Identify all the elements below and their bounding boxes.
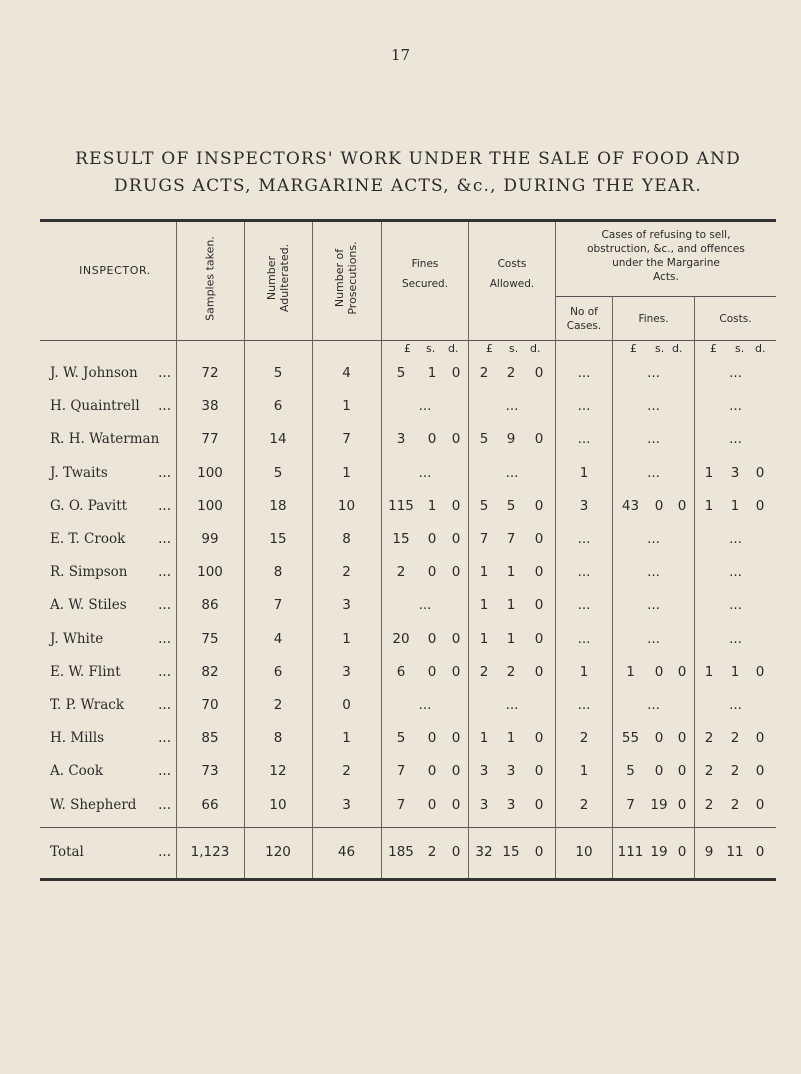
prosecutions-cell: 46: [337, 844, 356, 860]
fines-shillings-cell: 0: [427, 796, 437, 813]
cases-cell: ...: [577, 597, 591, 614]
costs-pence-cell: 0: [534, 663, 544, 680]
margarine-costs-pounds-cell: 2: [704, 796, 714, 813]
margarine-costs-shillings-cell: 11: [726, 844, 744, 860]
adulterated-cell: 12: [269, 763, 287, 780]
fines-empty-cell: ...: [418, 398, 432, 415]
leader-dots: ...: [158, 796, 171, 813]
margarine-fines-empty-cell: ...: [647, 597, 660, 614]
margarine-fines-shillings-cell: 19: [650, 844, 668, 860]
inspector-name-cell: [50, 498, 175, 514]
margarine-costs-pence-cell: 0: [755, 497, 765, 514]
costs-pounds-cell: 1: [479, 564, 489, 581]
inspector-name: Total: [50, 844, 84, 860]
samples-cell: 100: [197, 564, 223, 581]
leader-dots: ...: [158, 398, 171, 415]
fines-pounds-cell: 7: [396, 763, 406, 780]
inspector-name-cell: [50, 431, 175, 447]
header-margarine-line-1: Cases of refusing to sell,: [601, 229, 731, 241]
table-row: [0, 697, 801, 717]
inspector-name: W. Shepherd: [50, 796, 137, 813]
costs-pounds-cell: 1: [479, 730, 489, 747]
costs-empty-cell: ...: [505, 398, 519, 415]
costs-shillings-cell: 2: [506, 663, 516, 680]
costs-shillings-cell: 1: [506, 730, 516, 747]
costs-pence-unit: d.: [530, 342, 541, 355]
margarine-fines-pence-cell: 0: [677, 663, 687, 680]
fines-shillings-cell: 0: [427, 431, 437, 448]
prosecutions-cell: 1: [342, 730, 351, 747]
samples-cell: 73: [201, 763, 219, 780]
table-row: [0, 664, 801, 684]
adulterated-cell: 5: [273, 365, 283, 381]
margarine-costs-empty-cell: ...: [729, 398, 742, 415]
samples-cell: 100: [197, 497, 223, 514]
costs-pounds-cell: 5: [479, 497, 489, 514]
margarine-costs-empty-cell: ...: [729, 365, 742, 381]
header-no-of-cases: [556, 305, 612, 333]
margarine-costs-shillings-cell: 2: [730, 763, 740, 780]
cases-cell: 10: [575, 844, 593, 860]
leader-dots: ...: [158, 630, 171, 647]
margarine-fines-empty-cell: ...: [647, 365, 660, 381]
margarine-fines-pounds-cell: 43: [621, 497, 640, 514]
inspector-name-cell: [50, 697, 175, 713]
inspector-name: A. W. Stiles: [50, 597, 127, 614]
prosecutions-cell: 3: [342, 796, 351, 813]
header-no-cases-line-1: No of: [570, 306, 598, 318]
leader-dots: ...: [158, 844, 171, 860]
margarine-costs-pence-cell: 0: [755, 663, 765, 680]
cases-cell: 3: [579, 497, 589, 514]
inspector-name-cell: [50, 597, 175, 613]
costs-pence-cell: 0: [534, 431, 544, 448]
samples-cell: 99: [201, 531, 219, 547]
prosecutions-cell: 3: [342, 663, 351, 680]
inspector-name: T. P. Wrack: [50, 697, 125, 713]
header-inspector: INSPECTOR.: [79, 264, 151, 277]
margarine-fines-empty-cell: ...: [647, 531, 660, 547]
margarine-costs-pence-cell: 0: [755, 844, 765, 860]
margarine-fines-shillings-cell: 0: [654, 763, 664, 780]
fines-pence-cell: 0: [451, 796, 461, 813]
margarine-costs-pounds-cell: 1: [704, 497, 714, 514]
fines-pounds-cell: 5: [396, 730, 406, 747]
fines-pence-cell: 0: [451, 365, 461, 381]
fines-shillings-cell: 0: [427, 663, 437, 680]
table-row: [0, 597, 801, 617]
adulterated-cell: 5: [273, 464, 283, 481]
inspector-name-cell: [50, 797, 175, 813]
costs-pounds-cell: 5: [479, 431, 489, 448]
inspector-name-cell: [50, 564, 175, 580]
costs-pence-cell: 0: [534, 763, 544, 780]
fines-pence-cell: 0: [451, 844, 461, 860]
adulterated-cell: 14: [269, 431, 287, 448]
inspector-name-cell: [50, 465, 175, 481]
fines-shilling-unit: s.: [426, 342, 436, 355]
inspector-name: J. White: [50, 630, 104, 647]
fines-pound-unit: £: [404, 342, 411, 355]
samples-cell: 66: [201, 796, 219, 813]
title-line-1: RESULT OF INSPECTORS' WORK UNDER THE SALE OF FOOD AND: [75, 149, 741, 169]
leader-dots: ...: [158, 497, 171, 514]
margarine-costs-pounds-cell: 1: [704, 464, 714, 481]
prosecutions-cell: 1: [342, 630, 351, 647]
cases-cell: ...: [577, 431, 591, 448]
adulterated-cell: 4: [273, 630, 283, 647]
costs-pence-cell: 0: [534, 844, 544, 860]
cases-cell: 1: [579, 464, 589, 481]
prosecutions-cell: 3: [342, 597, 351, 614]
header-no-cases-line-2: Cases.: [566, 320, 602, 332]
cases-cell: 1: [579, 763, 589, 780]
header-margarine-cases: [556, 228, 776, 284]
fines-shillings-cell: 0: [427, 531, 437, 547]
adulterated-cell: 6: [273, 398, 283, 415]
margarine-costs-empty-cell: ...: [729, 531, 742, 547]
header-samples-taken: Samples taken.: [203, 236, 217, 321]
inspector-name-cell: [50, 631, 175, 647]
fines-shillings-cell: 0: [427, 630, 437, 647]
costs-shillings-cell: 3: [506, 796, 516, 813]
cases-cell: ...: [577, 398, 591, 415]
leader-dots: ...: [158, 464, 171, 481]
header-margarine-costs: Costs.: [719, 313, 752, 325]
adulterated-cell: 7: [273, 597, 283, 614]
margarine-fines-shilling-unit: s.: [655, 342, 665, 355]
cases-cell: 2: [579, 730, 589, 747]
cases-cell: ...: [577, 531, 591, 547]
cases-cell: ...: [577, 564, 591, 581]
costs-pence-cell: 0: [534, 597, 544, 614]
costs-empty-cell: ...: [505, 697, 519, 713]
adulterated-cell: 15: [269, 531, 287, 547]
margarine-costs-pounds-cell: 9: [704, 844, 714, 860]
prosecutions-cell: 4: [342, 365, 351, 381]
fines-empty-cell: ...: [418, 597, 432, 614]
header-costs-line-1: Costs: [497, 258, 527, 270]
header-costs-allowed: [469, 254, 555, 294]
costs-shillings-cell: 1: [506, 630, 516, 647]
margarine-costs-empty-cell: ...: [729, 431, 742, 448]
margarine-fines-empty-cell: ...: [647, 398, 660, 415]
costs-pence-cell: 0: [534, 564, 544, 581]
costs-shillings-cell: 7: [506, 531, 516, 547]
costs-pounds-cell: 1: [479, 597, 489, 614]
costs-pounds-cell: 3: [479, 763, 489, 780]
margarine-costs-shilling-unit: s.: [735, 342, 745, 355]
fines-pounds-cell: 6: [396, 663, 406, 680]
header-number-of-prosecutions: [333, 213, 359, 343]
cases-cell: ...: [577, 630, 591, 647]
margarine-fines-shillings-cell: 0: [654, 497, 664, 514]
margarine-costs-pence-cell: 0: [755, 464, 765, 481]
fines-pounds-cell: 115: [388, 497, 414, 514]
fines-pence-cell: 0: [451, 431, 461, 448]
margarine-fines-pence-cell: 0: [677, 796, 687, 813]
margarine-fines-pence-cell: 0: [677, 730, 687, 747]
table-row: [0, 797, 801, 817]
costs-pence-cell: 0: [534, 630, 544, 647]
page-number: 17: [390, 46, 411, 64]
costs-pence-cell: 0: [534, 796, 544, 813]
header-number-adulterated-line-2: Adulterated.: [278, 243, 291, 313]
margarine-costs-shillings-cell: 1: [730, 663, 740, 680]
adulterated-cell: 6: [273, 663, 283, 680]
margarine-fines-shillings-cell: 0: [654, 730, 664, 747]
header-margarine-line-2: obstruction, &c., and offences: [587, 243, 745, 255]
margarine-costs-shillings-cell: 2: [730, 730, 740, 747]
costs-pounds-cell: 32: [475, 844, 493, 860]
fines-shillings-cell: 0: [427, 564, 437, 581]
adulterated-cell: 8: [273, 564, 283, 581]
header-margarine-line-4: Acts.: [653, 271, 679, 283]
margarine-costs-pound-unit: £: [710, 342, 717, 355]
cases-cell: ...: [577, 697, 591, 713]
fines-pence-cell: 0: [451, 630, 461, 647]
samples-cell: 82: [201, 663, 219, 680]
costs-pounds-cell: 2: [479, 663, 489, 680]
fines-pence-cell: 0: [451, 497, 461, 514]
leader-dots: ...: [158, 597, 171, 614]
inspector-name-cell: [50, 398, 175, 414]
costs-pounds-cell: 7: [479, 531, 489, 547]
cases-cell: ...: [577, 365, 591, 381]
costs-shillings-cell: 1: [506, 564, 516, 581]
fines-shillings-cell: 1: [427, 365, 437, 381]
costs-shillings-cell: 2: [506, 365, 516, 381]
leader-dots: ...: [158, 564, 171, 581]
costs-shilling-unit: s.: [509, 342, 519, 355]
prosecutions-cell: 0: [342, 697, 351, 713]
inspector-name-cell: [50, 664, 175, 680]
costs-shillings-cell: 3: [506, 763, 516, 780]
inspector-name: E. T. Crook: [50, 531, 126, 547]
document-title: [40, 146, 776, 200]
margarine-fines-pence-cell: 0: [677, 844, 687, 860]
leader-dots: ...: [158, 697, 171, 713]
header-number-adulterated: [265, 213, 291, 343]
costs-shillings-cell: 1: [506, 597, 516, 614]
fines-pence-cell: 0: [451, 663, 461, 680]
inspector-name-cell: [50, 531, 175, 547]
table-row: [0, 531, 801, 551]
margarine-costs-shillings-cell: 2: [730, 796, 740, 813]
fines-pounds-cell: 185: [388, 844, 414, 860]
costs-pounds-cell: 2: [479, 365, 489, 381]
margarine-fines-empty-cell: ...: [647, 630, 660, 647]
leader-dots: ...: [158, 730, 171, 747]
margarine-costs-pence-cell: 0: [755, 763, 765, 780]
fines-shillings-cell: 2: [427, 844, 437, 860]
margarine-costs-pence-unit: d.: [755, 342, 766, 355]
samples-cell: 75: [201, 630, 219, 647]
margarine-fines-empty-cell: ...: [647, 697, 660, 713]
fines-pence-unit: d.: [448, 342, 459, 355]
fines-shillings-cell: 0: [427, 730, 437, 747]
prosecutions-cell: 2: [342, 564, 351, 581]
margarine-fines-empty-cell: ...: [647, 464, 660, 481]
fines-pounds-cell: 2: [396, 564, 406, 581]
margarine-costs-empty-cell: ...: [729, 630, 742, 647]
costs-pence-cell: 0: [534, 365, 544, 381]
leader-dots: ...: [158, 365, 171, 381]
fines-shillings-cell: 1: [427, 497, 437, 514]
table-bottom-rule: [40, 878, 776, 881]
fines-pounds-cell: 15: [392, 531, 410, 547]
inspector-name-cell: [50, 763, 175, 779]
inspector-name-cell: [50, 844, 175, 860]
margarine-fines-pounds-cell: 55: [621, 730, 640, 747]
margarine-fines-pound-unit: £: [630, 342, 637, 355]
adulterated-cell: 18: [269, 497, 287, 514]
margarine-costs-empty-cell: ...: [729, 564, 742, 581]
margarine-subheader-rule: [555, 296, 776, 297]
margarine-fines-pounds-cell: 111: [617, 844, 644, 860]
header-fines-line-2: Secured.: [401, 278, 449, 290]
table-row: [0, 730, 801, 750]
adulterated-cell: 8: [273, 730, 283, 747]
costs-pound-unit: £: [486, 342, 493, 355]
adulterated-cell: 2: [273, 697, 283, 713]
inspector-name-cell: [50, 365, 175, 381]
header-fines-line-1: Fines: [411, 258, 439, 270]
margarine-costs-pounds-cell: 1: [704, 663, 714, 680]
margarine-fines-empty-cell: ...: [647, 431, 660, 448]
header-margarine-line-3: under the Margarine: [612, 257, 720, 269]
fines-shillings-cell: 0: [427, 763, 437, 780]
fines-pounds-cell: 5: [396, 365, 406, 381]
samples-cell: 100: [197, 464, 223, 481]
margarine-costs-pence-cell: 0: [755, 796, 765, 813]
fines-pounds-cell: 3: [396, 431, 406, 448]
prosecutions-cell: 1: [342, 464, 351, 481]
inspector-name: G. O. Pavitt: [50, 497, 128, 514]
leader-dots: ...: [158, 531, 171, 547]
fines-pence-cell: 0: [451, 763, 461, 780]
fines-empty-cell: ...: [418, 464, 432, 481]
inspector-name: J. Twaits: [50, 464, 108, 481]
costs-pence-cell: 0: [534, 730, 544, 747]
costs-pounds-cell: 1: [479, 630, 489, 647]
costs-pounds-cell: 3: [479, 796, 489, 813]
table-row: [0, 631, 801, 651]
leader-dots: ...: [158, 663, 171, 680]
total-top-rule: [40, 827, 776, 828]
margarine-fines-shillings-cell: 19: [650, 796, 668, 813]
table-row: [0, 465, 801, 485]
prosecutions-cell: 1: [342, 398, 351, 415]
margarine-costs-shillings-cell: 1: [730, 497, 740, 514]
margarine-costs-empty-cell: ...: [729, 697, 742, 713]
inspector-name: R. H. Waterman: [50, 431, 160, 448]
prosecutions-cell: 8: [342, 531, 351, 547]
margarine-fines-pence-unit: d.: [672, 342, 683, 355]
fines-pounds-cell: 7: [396, 796, 406, 813]
margarine-fines-pounds-cell: 5: [626, 763, 635, 780]
cases-cell: 1: [579, 663, 589, 680]
table-row: [0, 398, 801, 418]
cases-cell: 2: [579, 796, 589, 813]
costs-shillings-cell: 9: [506, 431, 516, 448]
fines-pence-cell: 0: [451, 564, 461, 581]
total-row: [0, 844, 801, 864]
margarine-costs-shillings-cell: 3: [730, 464, 740, 481]
title-line-2: DRUGS ACTS, MARGARINE ACTS, &c., DURING THE YEAR.: [114, 176, 702, 196]
costs-shillings-cell: 5: [506, 497, 516, 514]
inspector-name: H. Mills: [50, 730, 105, 747]
margarine-costs-empty-cell: ...: [729, 597, 742, 614]
inspector-name: J. W. Johnson: [50, 365, 138, 381]
header-prosecutions-line-2: Prosecutions.: [346, 241, 359, 315]
margarine-fines-shillings-cell: 0: [654, 663, 664, 680]
samples-cell: 1,123: [190, 844, 230, 860]
inspector-name: A. Cook: [50, 763, 104, 780]
prosecutions-cell: 2: [342, 763, 351, 780]
table-row: [0, 365, 801, 385]
inspector-name: H. Quaintrell: [50, 398, 140, 415]
inspector-name-cell: [50, 730, 175, 746]
samples-cell: 86: [201, 597, 219, 614]
prosecutions-cell: 7: [342, 431, 351, 448]
table-row: [0, 498, 801, 518]
margarine-costs-pence-cell: 0: [755, 730, 765, 747]
adulterated-cell: 10: [269, 796, 287, 813]
margarine-costs-pounds-cell: 2: [704, 730, 714, 747]
leader-dots: ...: [158, 763, 171, 780]
adulterated-cell: 120: [265, 844, 291, 860]
fines-pence-cell: 0: [451, 531, 461, 547]
margarine-fines-pence-cell: 0: [677, 497, 687, 514]
inspector-name: R. Simpson: [50, 564, 128, 581]
samples-cell: 77: [201, 431, 219, 448]
margarine-fines-pence-cell: 0: [677, 763, 687, 780]
fines-pounds-cell: 20: [392, 630, 410, 647]
header-bottom-rule: [40, 340, 776, 341]
header-prosecutions-line-1: Number of: [333, 248, 346, 308]
fines-pence-cell: 0: [451, 730, 461, 747]
inspector-name: E. W. Flint: [50, 663, 121, 680]
fines-empty-cell: ...: [418, 697, 432, 713]
header-costs-line-2: Allowed.: [489, 278, 535, 290]
samples-cell: 85: [201, 730, 219, 747]
margarine-fines-empty-cell: ...: [647, 564, 660, 581]
costs-pence-cell: 0: [534, 531, 544, 547]
header-margarine-fines: Fines.: [638, 313, 669, 325]
header-fines-secured: [382, 254, 468, 294]
costs-empty-cell: ...: [505, 464, 519, 481]
margarine-fines-pounds-cell: 1: [626, 663, 635, 680]
samples-cell: 72: [201, 365, 219, 381]
samples-cell: 38: [201, 398, 219, 415]
header-number-adulterated-line-1: Number: [265, 255, 278, 301]
costs-pence-cell: 0: [534, 497, 544, 514]
table-top-rule: [40, 219, 776, 222]
margarine-costs-pounds-cell: 2: [704, 763, 714, 780]
table-row: [0, 564, 801, 584]
table-row: [0, 431, 801, 451]
prosecutions-cell: 10: [337, 497, 356, 514]
costs-shillings-cell: 15: [502, 844, 520, 860]
samples-cell: 70: [201, 697, 219, 713]
table-row: [0, 763, 801, 783]
margarine-fines-pounds-cell: 7: [626, 796, 635, 813]
